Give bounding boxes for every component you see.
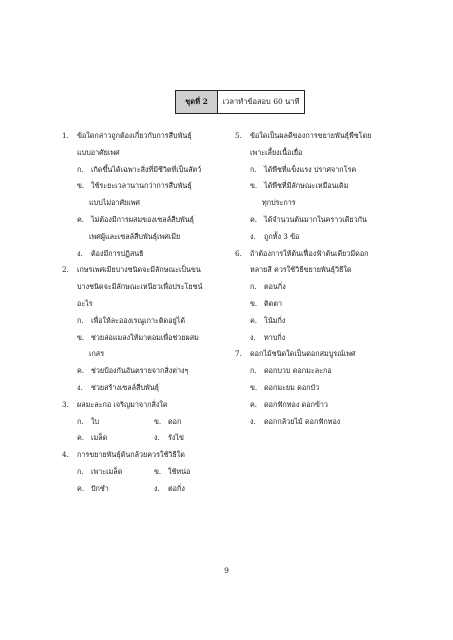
time-label: เวลาทำข้อสอบ 60 นาที: [222, 97, 300, 106]
question-text: ข้อใดกล่าวถูกต้องเกี่ยวกับการสืบพันธุ์: [77, 131, 192, 140]
question-line: [62, 447, 232, 464]
page-number: 9: [224, 566, 229, 575]
question-text: ข้อใดเป็นผลดีของการขยายพันธุ์พืชโดย: [250, 131, 372, 140]
option-text: ใบ: [91, 416, 100, 426]
option-line: [235, 162, 400, 179]
option-line: [235, 380, 400, 397]
question-number: 2.: [62, 265, 69, 275]
option-text: เกิดขึ้นได้เฉพาะสิ่งที่มีชีวิตที่เป็นสัตว์: [91, 164, 202, 174]
question-line: [235, 346, 400, 363]
option-letter: ข.: [250, 298, 258, 308]
option-cell: [154, 414, 231, 431]
right-column: [235, 128, 400, 430]
question-number: 5.: [235, 131, 242, 140]
option-letter: ค.: [77, 433, 85, 443]
option-letter: ก.: [250, 164, 257, 174]
option-line: [62, 178, 232, 195]
option-letter: ง.: [154, 483, 160, 493]
option-letter: ก.: [77, 164, 84, 174]
option-text: รังไข่: [168, 433, 184, 443]
option-letter: ข.: [154, 466, 162, 476]
option-line: [62, 246, 232, 263]
option-line: [235, 397, 400, 414]
option-pair-line: [62, 414, 232, 431]
question-number: 4.: [62, 450, 69, 460]
option-line: [62, 162, 232, 179]
test-header-box: [175, 90, 305, 114]
option-letter: ก.: [77, 315, 84, 325]
option-letter: ง.: [250, 416, 256, 426]
question-text: การขยายพันธุ์ต้นกล้วยควรใช้วิธีใด: [77, 450, 185, 460]
question-text: ดอกไม้ชนิดใดเป็นดอกสมบูรณ์เพศ: [250, 349, 356, 359]
option-text: โน้มกิ่ง: [264, 315, 286, 325]
option-line: [235, 414, 400, 431]
option-cell: [77, 481, 154, 498]
option-text: ช่วยสร้างเซลล์สืบพันธุ์: [91, 382, 160, 392]
question-continuation: หลายสี ควรใช้วิธีขยายพันธุ์วิธีใด: [250, 265, 352, 275]
option-text: ไม่ต้องมีการผสมของเซลล์สืบพันธุ์: [91, 214, 195, 224]
option-letter: ข.: [250, 382, 258, 392]
option-line: [62, 212, 232, 229]
option-text: ทาบกิ่ง: [264, 332, 286, 342]
question-line: [62, 397, 232, 414]
question-continuation: เพาะเลี้ยงเนื้อเยื่อ: [250, 147, 303, 157]
option-text: ใช้หน่อ: [168, 466, 191, 476]
option-continuation: เพศผู้และเซลล์สืบพันธุ์เพศเมีย: [89, 231, 181, 241]
option-text: ดอกมะยม ดอกบัว: [264, 382, 320, 392]
question-number: 3.: [62, 399, 69, 409]
option-letter: ก.: [77, 416, 84, 426]
option-text: เพื่อให้ละอองเรณูเกาะติดอยู่ได้: [91, 315, 186, 325]
question-continuation: แบบอาศัยเพศ: [77, 147, 120, 157]
option-line: [235, 313, 400, 330]
question-continuation: บางชนิดจะมีลักษณะเหนียวเพื่อประโยชน์: [77, 282, 203, 292]
option-text: ปักชำ: [91, 483, 109, 493]
option-line: [62, 363, 232, 380]
option-letter: ค.: [250, 399, 258, 409]
option-text: เพาะเมล็ด: [91, 466, 123, 476]
option-continuation: เกสร: [89, 349, 105, 359]
option-text: ได้พืชที่มีลักษณะเหมือนเดิม: [264, 181, 349, 191]
option-line: [62, 313, 232, 330]
question-number: 6.: [235, 248, 242, 258]
option-letter: ค.: [77, 366, 85, 376]
option-continuation: ทุกประการ: [262, 198, 296, 208]
question-text: ผลมะละกอ เจริญมาจากสิ่งใด: [77, 399, 168, 409]
option-letter: ค.: [77, 483, 85, 493]
option-text: ดอกกล้วยไม้ ดอกฟักทอง: [264, 416, 341, 426]
option-cell: [154, 481, 231, 498]
left-column: [62, 128, 232, 498]
question-number: 1.: [62, 131, 69, 140]
option-letter: ก.: [77, 466, 84, 476]
option-line: [235, 363, 400, 380]
option-letter: ง.: [154, 433, 160, 443]
option-text: ดอกบวบ ดอกมะละกอ: [264, 366, 332, 376]
option-letter: ก.: [250, 366, 257, 376]
option-text: ถูกทั้ง 3 ข้อ: [264, 231, 300, 241]
option-line: [62, 330, 232, 347]
option-text: ใช้ระยะเวลานานกว่าการสืบพันธุ์: [91, 181, 192, 191]
option-continuation: แบบไม่อาศัยเพศ: [89, 198, 140, 208]
question-line: [235, 128, 400, 145]
option-cell: [77, 414, 154, 431]
option-letter: ง.: [77, 248, 83, 258]
option-letter: ข.: [77, 181, 85, 191]
option-cell: [77, 430, 154, 447]
option-line: [235, 279, 400, 296]
option-cell: [154, 464, 231, 481]
question-line: [62, 262, 232, 279]
option-letter: ก.: [250, 282, 257, 292]
option-text: ช่วยป้องกันอันตรายจากสิ่งต่างๆ: [91, 366, 189, 376]
option-text: ได้พืชที่แข็งแรง ปราศจากโรค: [264, 164, 357, 174]
option-letter: ค.: [250, 315, 258, 325]
option-text: ดอกฟักทอง ดอกข้าว: [264, 399, 328, 409]
question-line: [62, 128, 232, 145]
option-line: [235, 296, 400, 313]
question-number: 7.: [235, 349, 242, 359]
option-text: ดอก: [168, 416, 182, 426]
question-continuation: อะไร: [77, 298, 93, 308]
option-text: ตอนกิ่ง: [264, 282, 286, 292]
set-label: ชุดที่ 2: [176, 91, 218, 113]
question-line: [235, 246, 400, 263]
option-letter: ข.: [250, 181, 258, 191]
option-letter: ค.: [77, 214, 85, 224]
question-text: ถ้าต้องการให้ต้นเฟื่องฟ้าต้นเดียวมีดอก: [250, 248, 369, 258]
option-text: เมล็ด: [91, 433, 108, 443]
option-letter: ง.: [250, 231, 256, 241]
option-text: ต่อกิ่ง: [168, 483, 185, 493]
option-letter: ง.: [250, 332, 256, 342]
option-cell: [154, 430, 231, 447]
option-text: ติดตา: [264, 298, 283, 308]
option-pair-line: [62, 430, 232, 447]
question-text: เกษรเพศเมียบางชนิดจะมีลักษณะเป็นขน: [77, 265, 201, 275]
option-line: [235, 229, 400, 246]
option-line: [235, 212, 400, 229]
option-text: ได้จำนวนต้นมากในคราวเดียวกัน: [264, 214, 367, 224]
option-letter: ข.: [154, 416, 162, 426]
option-line: [235, 178, 400, 195]
option-pair-line: [62, 464, 232, 481]
option-letter: ง.: [77, 382, 83, 392]
option-cell: [77, 464, 154, 481]
option-pair-line: [62, 481, 232, 498]
option-line: [235, 330, 400, 347]
option-letter: ค.: [250, 214, 258, 224]
option-text: ต้องมีการปฏิสนธิ: [91, 248, 144, 258]
option-line: [62, 380, 232, 397]
option-text: ช่วยล่อแมลงให้มาตอมเพื่อช่วยผสม: [91, 332, 199, 342]
option-letter: ข.: [77, 332, 85, 342]
